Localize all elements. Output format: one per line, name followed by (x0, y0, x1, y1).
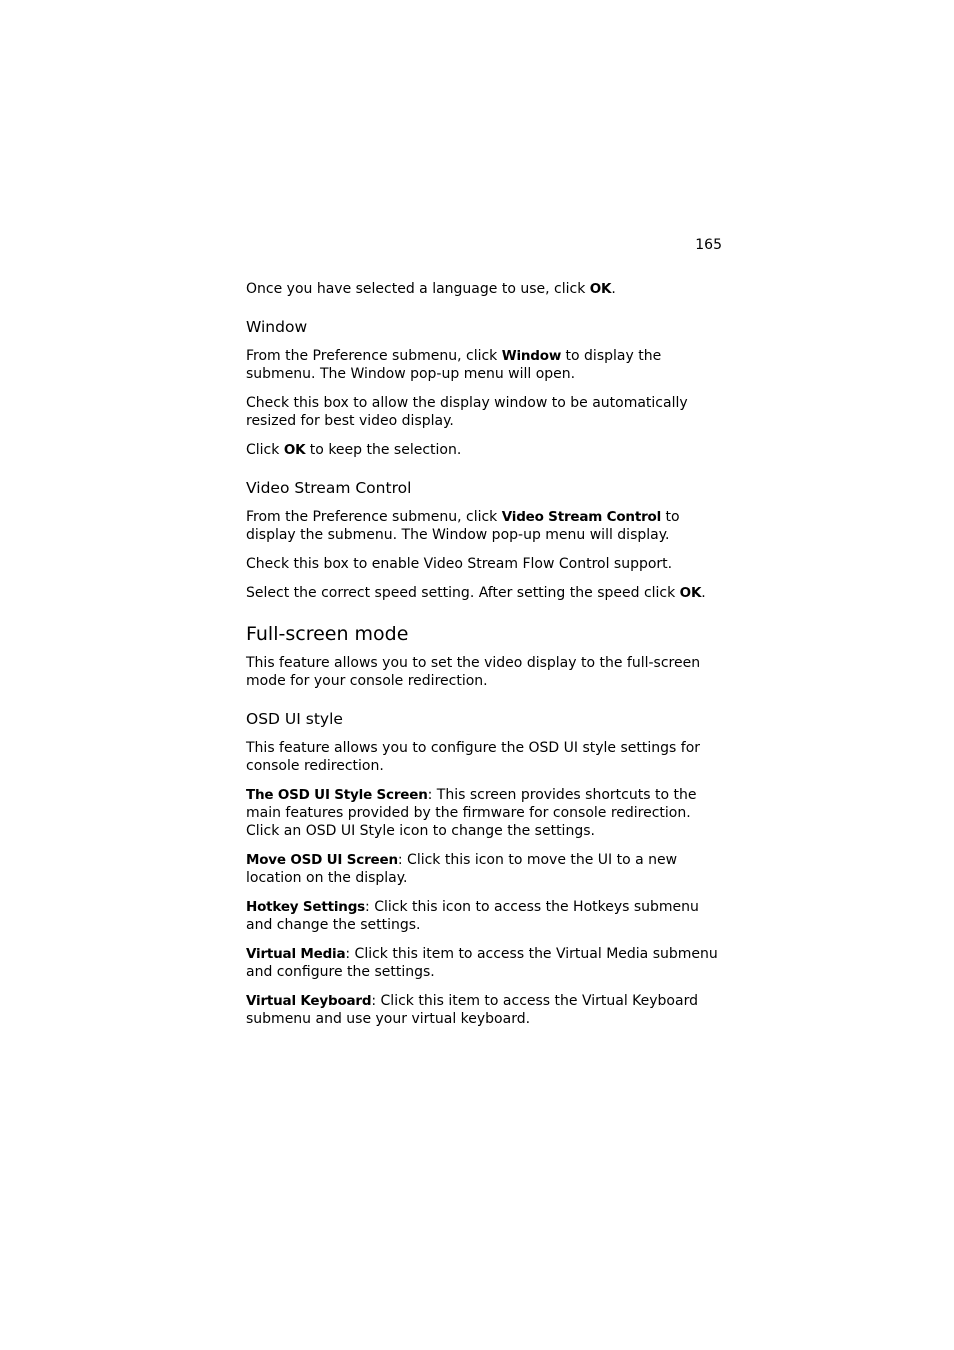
window-heading: Window (246, 318, 308, 336)
intro-paragraph (246, 280, 726, 298)
fullscreen-paragraph: This feature allows you to set the video display to the full-screen mode for your console redirection. (246, 655, 701, 689)
page-number: 165 (695, 237, 722, 253)
window-label: Window (501, 348, 562, 364)
video-p1-text-end: to display the submenu. The Window pop-up menu will display. (246, 509, 680, 543)
window-p3-text-end: to keep the selection. (305, 442, 462, 458)
osd-item-desc: : Click this item to access the Virtual Media submenu and configure the settings. (246, 946, 718, 980)
osd-item-desc: : Click this icon to move the UI to a new location on the display. (246, 852, 678, 886)
ok-label: OK (283, 442, 306, 458)
window-paragraph-2: Check this box to allow the display window to be automatically resized for best video display. (246, 395, 688, 429)
video-stream-control-label: Video Stream Control (501, 509, 662, 525)
osd-item (246, 851, 726, 887)
osd-heading: OSD UI style (246, 710, 343, 728)
window-p1-text: From the Preference submenu, click (246, 348, 502, 364)
osd-item (246, 945, 726, 981)
ok-label: OK (679, 585, 702, 601)
video-paragraph-2: Check this box to enable Video Stream Flow Control support. (246, 556, 673, 572)
video-paragraph-1 (246, 508, 726, 544)
osd-item (246, 898, 726, 934)
video-p3-text: Select the correct speed setting. After setting the speed click (246, 585, 680, 601)
window-paragraph-3 (246, 441, 726, 459)
video-paragraph-3 (246, 584, 726, 602)
osd-item-term: The OSD UI Style Screen (246, 787, 428, 803)
window-p3-text: Click (246, 442, 284, 458)
fullscreen-heading: Full-screen mode (246, 623, 409, 645)
osd-item-term: Move OSD UI Screen (246, 852, 398, 868)
osd-item (246, 786, 726, 840)
osd-item-term: Hotkey Settings (246, 899, 366, 915)
video-stream-heading: Video Stream Control (246, 479, 412, 497)
osd-item-desc: : Click this item to access the Virtual Keyboard submenu and use your virtual keyboard. (246, 993, 698, 1027)
video-p3-text-end: . (701, 585, 706, 601)
osd-item-desc: : This screen provides shortcuts to the main features provided by the firmware for console redirection. Click an OSD UI Style icon to change the settings. (246, 787, 697, 839)
video-p1-text: From the Preference submenu, click (246, 509, 502, 525)
ok-label: OK (589, 281, 612, 297)
intro-text: Once you have selected a language to use, click (246, 281, 590, 297)
osd-item-term: Virtual Keyboard (246, 993, 372, 1009)
window-p1-text-end: to display the submenu. The Window pop-up menu will open. (246, 348, 662, 382)
page-content (246, 280, 726, 1028)
osd-item-term: Virtual Media (246, 946, 346, 962)
osd-paragraph: This feature allows you to configure the OSD UI style settings for console redirection. (246, 740, 701, 774)
window-paragraph-1 (246, 347, 726, 383)
intro-text-end: . (611, 281, 616, 297)
osd-item (246, 992, 726, 1028)
osd-item-desc: : Click this icon to access the Hotkeys submenu and change the settings. (246, 899, 699, 933)
